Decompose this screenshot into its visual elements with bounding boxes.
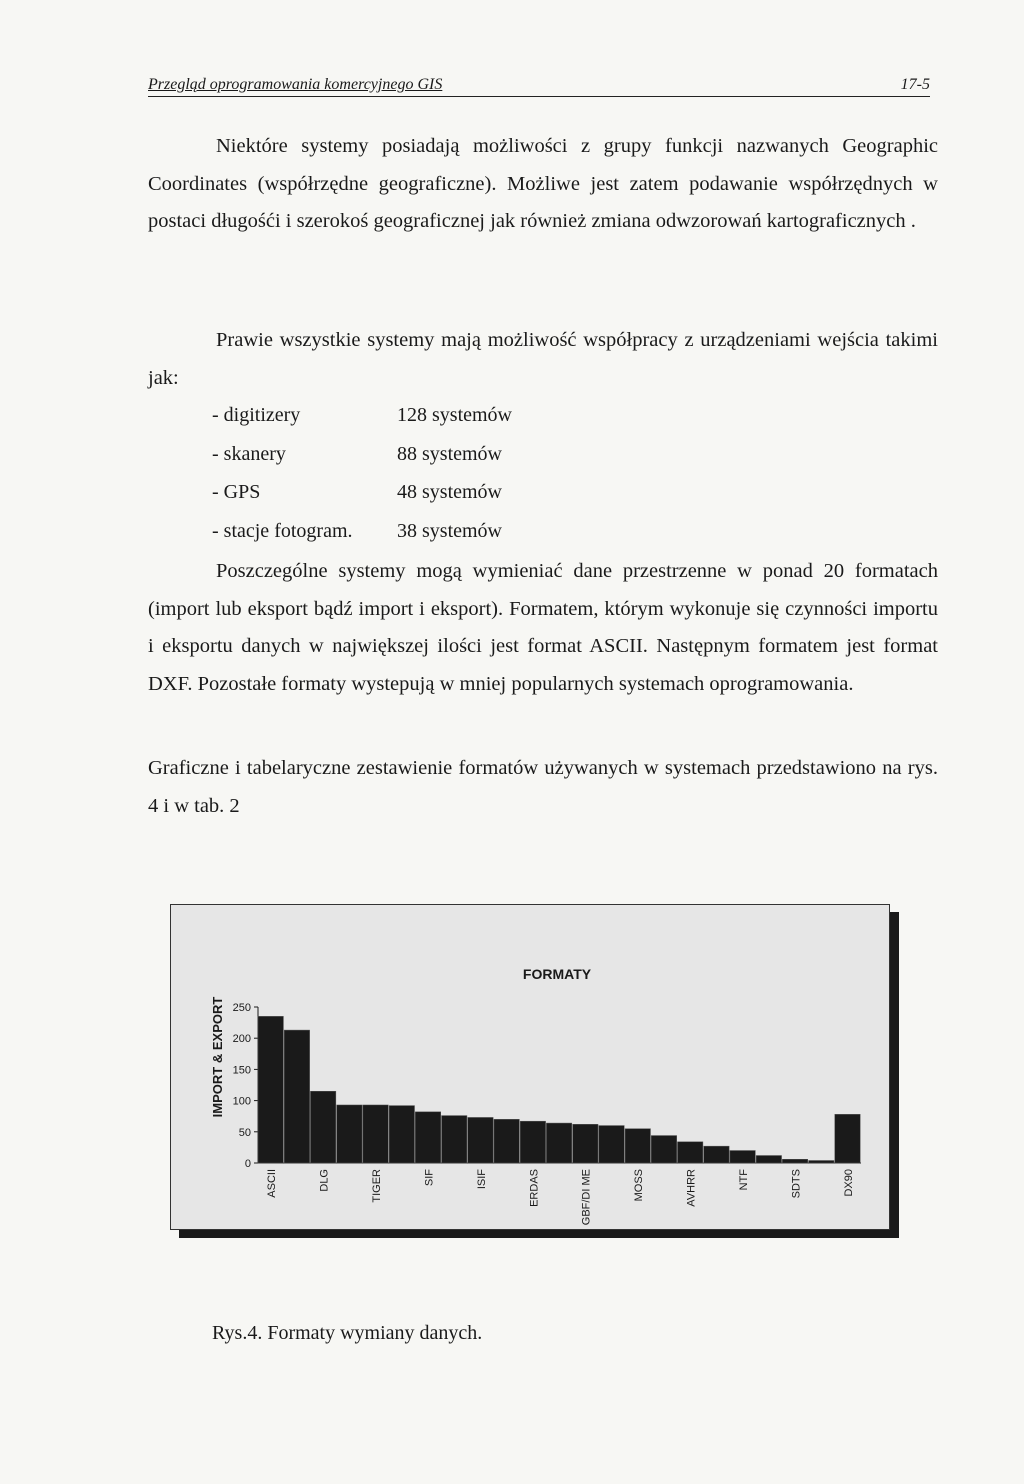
chart-plot-area — [233, 1002, 861, 1225]
list-item — [212, 512, 612, 551]
bar — [730, 1151, 755, 1163]
x-tick-label: GBF/DI ME — [580, 1169, 593, 1226]
bar — [494, 1119, 519, 1163]
y-axis-label: IMPORT & EXPORT — [210, 996, 225, 1118]
bar — [284, 1030, 309, 1163]
x-tick-label: MOSS — [633, 1169, 646, 1202]
x-tick-label: TIGER — [370, 1169, 383, 1203]
formats-chart — [170, 904, 890, 1230]
bar — [782, 1159, 807, 1163]
x-tick-label: ISIF — [475, 1169, 488, 1190]
y-tick-label: 100 — [232, 1095, 251, 1108]
bar — [310, 1091, 335, 1163]
bar — [520, 1121, 545, 1163]
x-tick-label: NTF — [738, 1169, 751, 1191]
x-tick-label: SDTS — [790, 1169, 803, 1199]
x-tick-label: SIF — [423, 1169, 436, 1187]
bar — [704, 1146, 729, 1163]
bar — [756, 1156, 781, 1163]
bar — [546, 1123, 571, 1163]
bar — [599, 1126, 624, 1163]
bar — [573, 1124, 598, 1163]
device-count: 38 systemów — [397, 519, 502, 542]
paragraph-input-devices: Prawie wszystkie systemy mają możliwość współpracy z urządzeniami wejścia takimi jak: — [148, 329, 938, 389]
device-label: - GPS — [212, 481, 261, 503]
bar — [809, 1161, 834, 1163]
bar — [677, 1142, 702, 1163]
device-list — [212, 396, 612, 550]
device-count: 48 systemów — [397, 481, 502, 503]
x-tick-label: AVHRR — [685, 1169, 698, 1207]
y-tick-label: 50 — [238, 1126, 251, 1139]
chart-svg — [171, 905, 889, 1229]
y-tick-label: 200 — [232, 1033, 251, 1046]
x-tick-label: ASCII — [266, 1169, 279, 1198]
paragraph-formats: Poszczególne systemy mogą wymieniać dane przestrzenne w ponad 20 formatach (import lub eksport bądź import i eksport). Formatem, którym wykonuje się czynności importu i eksportu danych w największej ilości jest format ASCII. Następnym formatem jest format DXF. Pozostałe formaty wystepują w mniej popularnych systemach oprogramowania. — [148, 560, 938, 695]
figure-caption: Rys.4. Formaty wymiany danych. — [212, 1322, 483, 1344]
list-item — [212, 473, 612, 512]
y-tick-label: 250 — [232, 1002, 251, 1014]
list-item — [212, 396, 612, 435]
bar — [258, 1016, 283, 1163]
page-header — [148, 76, 930, 97]
header-title: Przegląd oprogramowania komercyjnego GIS — [148, 76, 443, 93]
bar — [389, 1106, 414, 1163]
bar — [363, 1105, 388, 1163]
device-label: - digitizery — [212, 404, 301, 426]
x-tick-label: DLG — [318, 1169, 331, 1192]
device-label: - skanery — [212, 442, 286, 465]
bar — [835, 1114, 860, 1163]
device-count: 88 systemów — [397, 442, 502, 465]
chart-title: FORMATY — [522, 966, 592, 982]
x-tick-label: DX90 — [842, 1169, 855, 1197]
bar — [468, 1117, 493, 1163]
bar — [337, 1105, 362, 1163]
y-tick-label: 0 — [244, 1158, 251, 1170]
paragraph-coordinates: Niektóre systemy posiadają możliwości z grupy funkcji nazwanych Geographic Coordinates (współrzędne geograficzne). Możliwe jest zatem podawanie współrzędnych w postaci długośći i szerokoś geograficznej jak również zmiana odwzorowań kartograficznych . — [148, 135, 938, 232]
page-number: 17-5 — [900, 76, 930, 93]
device-count: 128 systemów — [397, 404, 512, 426]
bar — [415, 1112, 440, 1163]
device-label: - stacje fotogram. — [212, 519, 353, 542]
y-tick-label: 150 — [232, 1064, 251, 1077]
bar — [651, 1136, 676, 1163]
paragraph-figure-reference: Graficzne i tabelaryczne zestawienie formatów używanych w systemach przedstawiono na rys. 4 i w tab. 2 — [148, 757, 938, 817]
bar — [625, 1129, 650, 1163]
list-item — [212, 435, 612, 474]
bar — [442, 1116, 467, 1163]
x-tick-label: ERDAS — [528, 1169, 541, 1207]
